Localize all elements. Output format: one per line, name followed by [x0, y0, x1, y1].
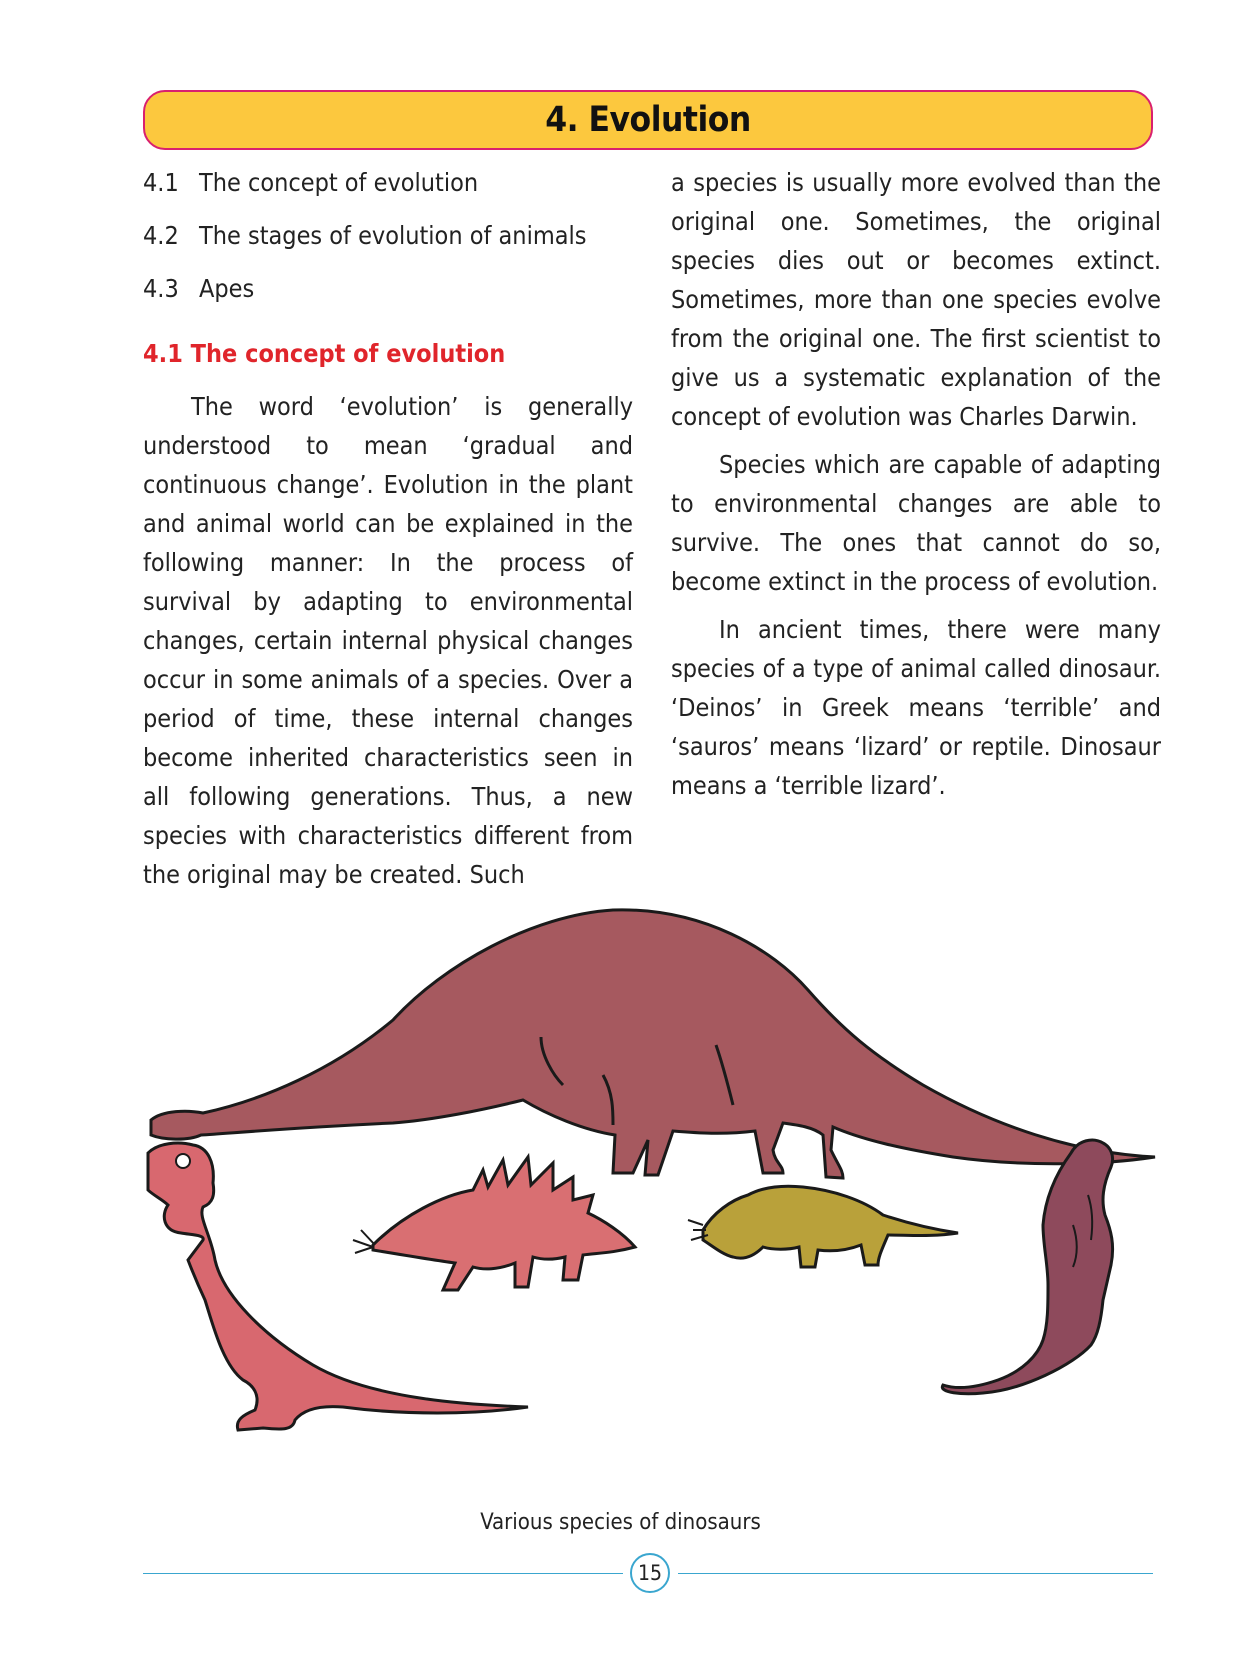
toc-number: 4.2: [143, 221, 179, 250]
trex-eye: [176, 1154, 190, 1168]
left-column: [143, 163, 633, 903]
hadrosaur-drawing: [942, 1140, 1112, 1394]
paragraph-evolution-continued: a species is usually more evolved than the original one. Sometimes, the original species dies out or becomes extinct. Sometimes, more than one species evolve from the original one. The first scientist to give us a systematic explanation of the concept of evolution was Charles Darwin.: [671, 168, 1161, 431]
trex-body: [148, 1143, 528, 1430]
triceratops-body: [703, 1186, 958, 1267]
toc-label: Apes: [199, 274, 255, 303]
dinosaur-illustration: [143, 895, 1163, 1535]
toc-item[interactable]: [143, 163, 633, 202]
hadrosaur-body: [942, 1140, 1112, 1394]
paragraph-evolution-definition: The word ‘evolution’ is generally understood to mean ‘gradual and continuous change’. Evolution in the plant and animal world can be explained in the following manner: In the process of survival by adapting to environmental changes, certain internal physical changes occur in some animals of a species. Over a period of time, these internal changes become inherited characteristics seen in all following generations. Thus, a new species with characteristics different from the original may be created. Such: [143, 392, 633, 889]
toc-label: The concept of evolution: [199, 168, 479, 197]
footer-rule-left: [143, 1573, 623, 1574]
sauropod-drawing: [151, 910, 1155, 1178]
stegosaur-drawing: [353, 1157, 635, 1290]
chapter-banner: [143, 90, 1153, 150]
stegosaur-body: [373, 1157, 635, 1290]
chapter-title: 4. Evolution: [545, 100, 751, 140]
triceratops-drawing: [688, 1186, 958, 1267]
figure-caption: Various species of dinosaurs: [480, 1510, 761, 1535]
toc-label: The stages of evolution of animals: [199, 221, 587, 250]
sauropod-body: [151, 910, 1155, 1178]
paragraph-adaptation: Species which are capable of adapting to environmental changes are able to survive. The ones that cannot do so, become extinct in the process of evolution.: [671, 450, 1161, 596]
section-heading: 4.1 The concept of evolution: [143, 339, 506, 368]
toc-item[interactable]: [143, 269, 633, 308]
footer-rule-right: [678, 1573, 1153, 1574]
right-column: [671, 163, 1161, 814]
paragraph-dinosaurs: In ancient times, there were many species of a type of animal called dinosaur. ‘Deinos’ in Greek means ‘terrible’ and ‘sauros’ means ‘lizard’ or reptile. Dinosaur means a ‘terrible lizard’.: [671, 615, 1161, 800]
page-number: 15: [630, 1553, 670, 1593]
toc-number: 4.3: [143, 274, 179, 303]
toc-number: 4.1: [143, 168, 179, 197]
trex-drawing: [148, 1143, 528, 1430]
toc-item[interactable]: [143, 216, 633, 255]
